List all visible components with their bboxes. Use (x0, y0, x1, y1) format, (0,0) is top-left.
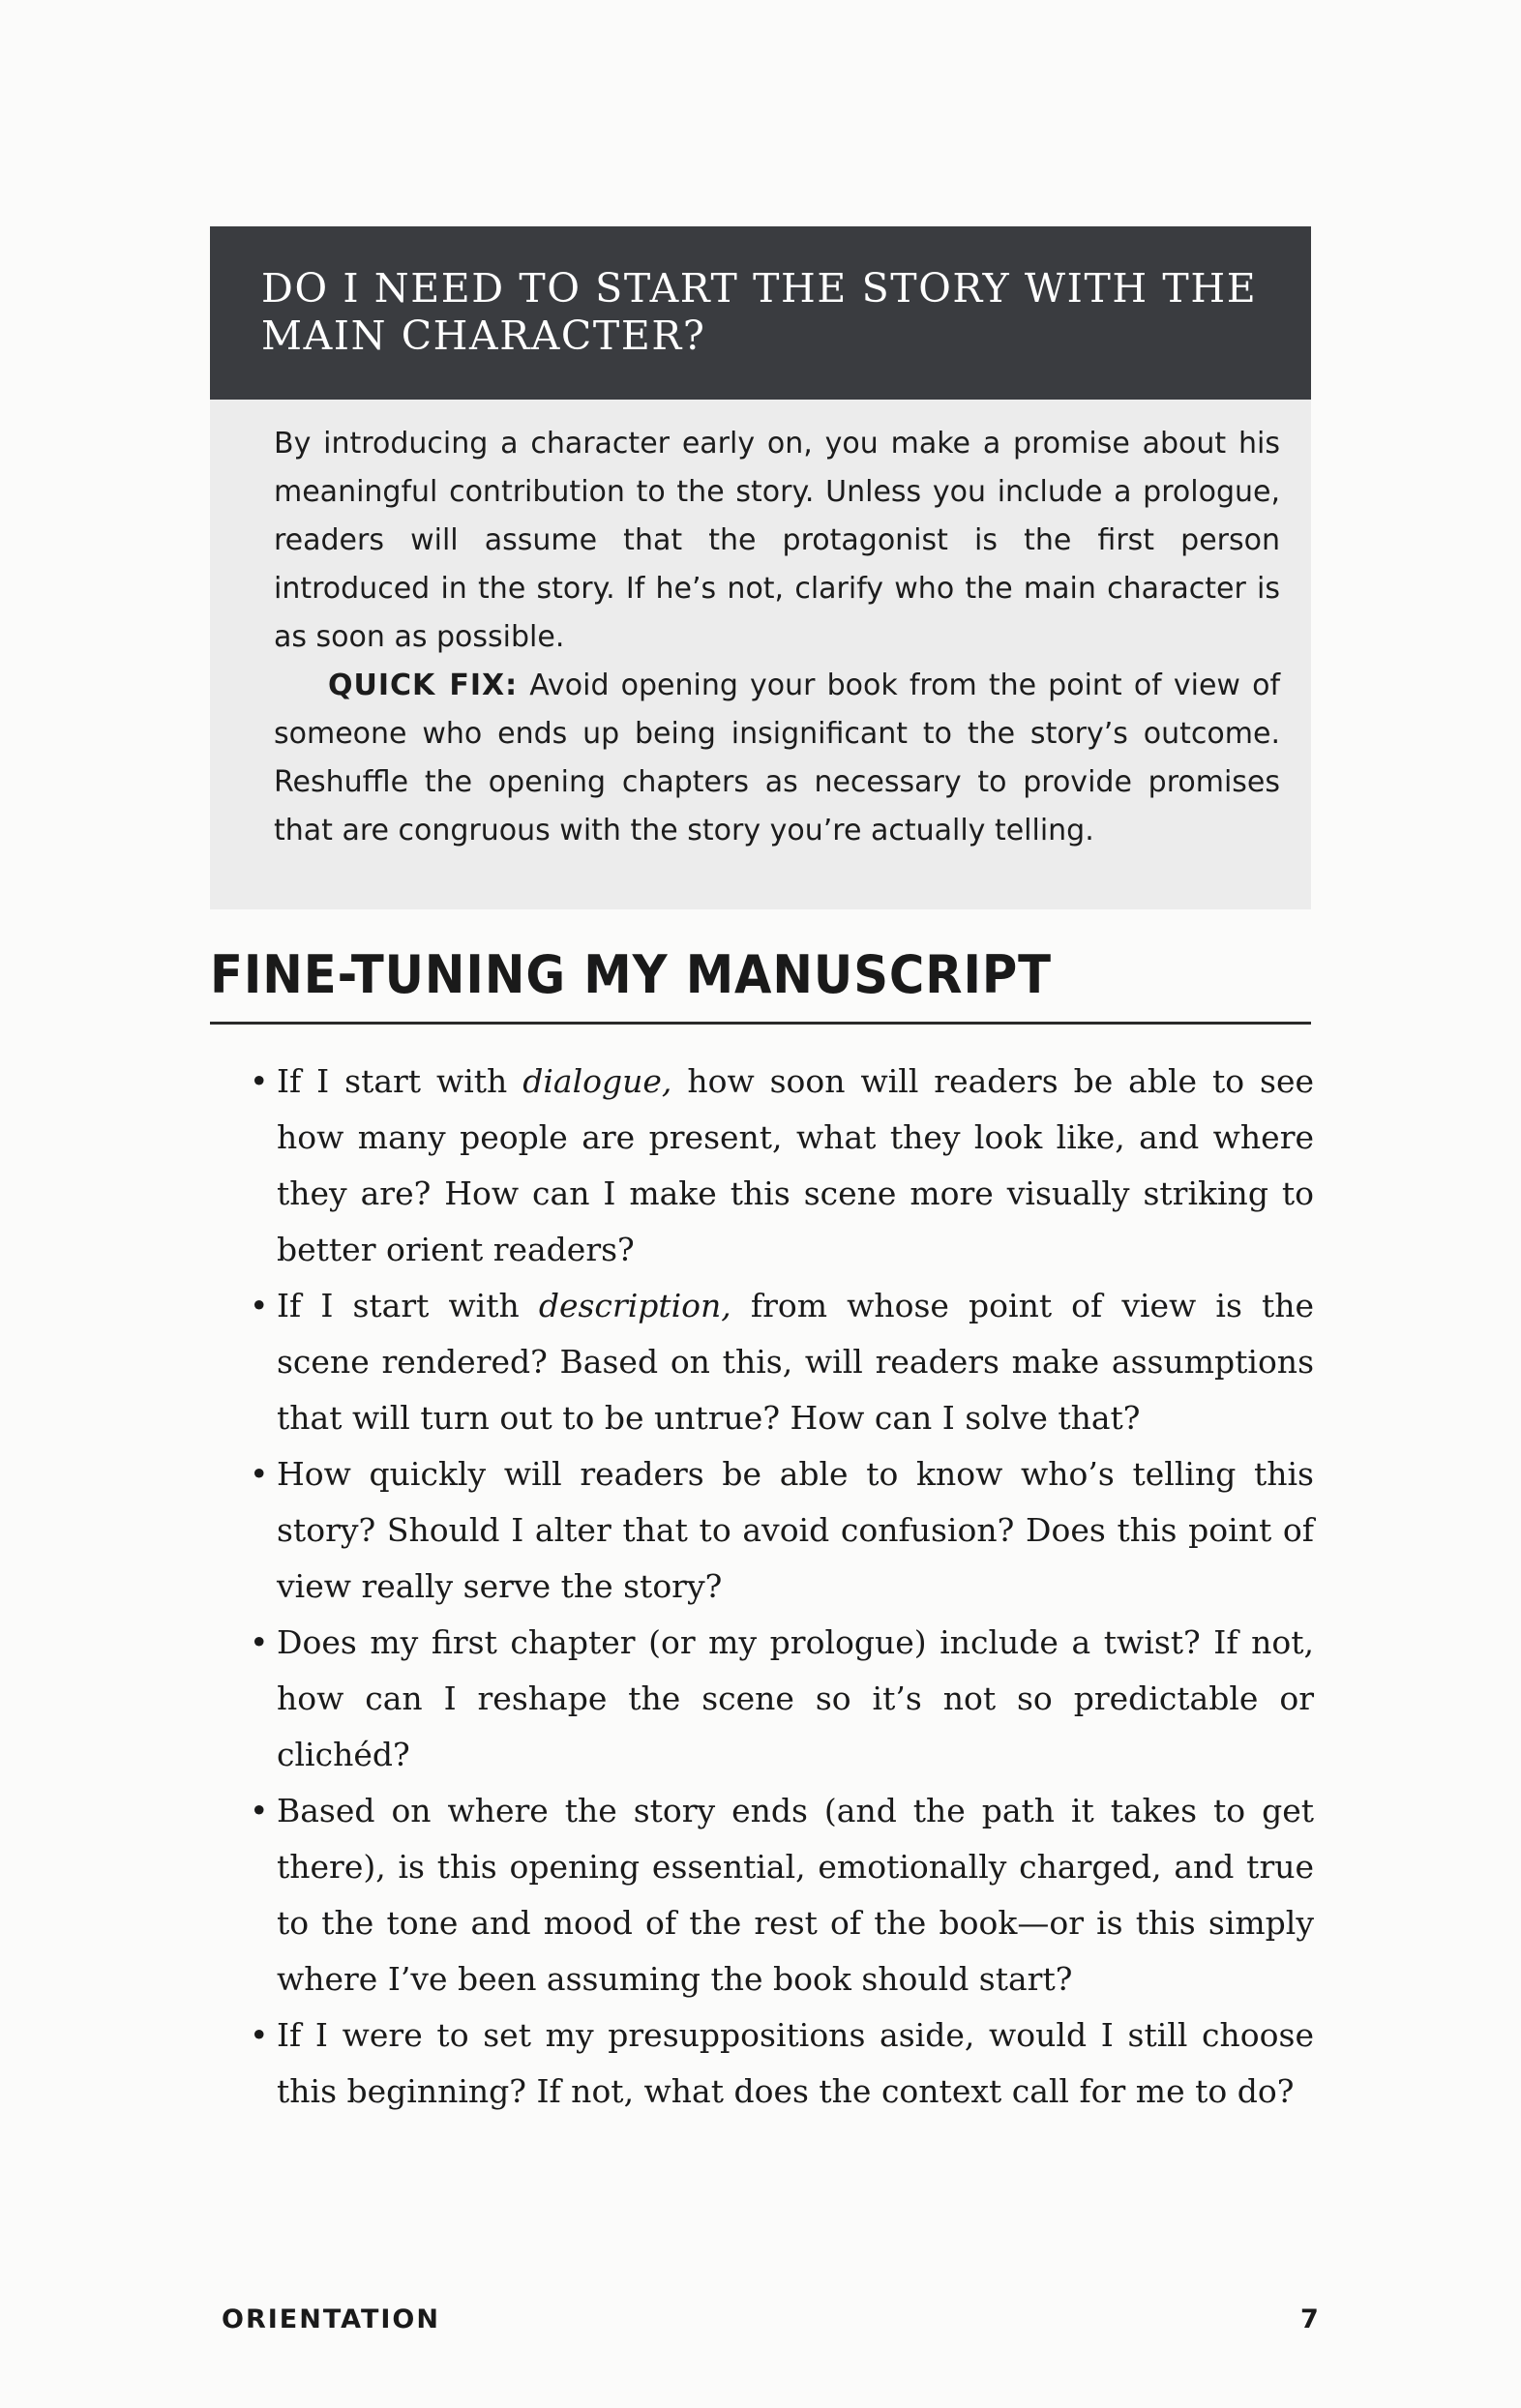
list-item-text-pre: If I were to set my presuppositions aside, would I still choose this beginning? If not, what does the context call for me to do? (277, 2016, 1314, 2110)
list-item (248, 1054, 1314, 1278)
bullet-icon: • (250, 1455, 269, 1493)
list-item-text-pre: If I start with (277, 1287, 539, 1324)
bullet-icon: • (250, 2016, 269, 2054)
quick-fix-text: Avoid opening your book from the point of view of someone who ends up being insignificant to the story’s outcome. Reshuffle the opening chapters as necessary to provide promises that are congruous with the story you’re actually telling. (274, 669, 1281, 847)
bullet-icon: • (250, 1062, 269, 1100)
list-item-text-pre: If I start with (277, 1062, 523, 1100)
list-item-text-post: how soon will readers be able to see how many people are present, what they look like, and where they are? How can I make this scene more visually striking to better orient readers? (277, 1062, 1314, 1268)
quick-fix-label: QUICK FIX: (328, 669, 519, 702)
quick-fix-paragraph (274, 662, 1280, 855)
bullet-list (248, 1054, 1314, 2120)
bullet-icon: • (250, 1623, 269, 1661)
list-item (248, 1615, 1314, 1783)
heading-rule (210, 1022, 1311, 1025)
list-item-text-post: from whose point of view is the scene rendered? Based on this, will readers make assumptions that will turn out to be untrue? How can I solve that? (277, 1287, 1315, 1437)
page-number: 7 (1300, 2304, 1319, 2334)
bullet-icon: • (250, 1287, 269, 1324)
sidebar-paragraph: By introducing a character early on, you make a promise about his meaningful contribution to the story. Unless you include a prologue, readers will assume that the protagonist is the first person introduced in the story. If he’s not, clarify who the main character is as soon as possible. (274, 427, 1280, 654)
list-item-text-pre: Does my first chapter (or my prologue) include a twist? If not, how can I reshape the scene so it’s not so predictable or clichéd? (277, 1623, 1314, 1773)
section-heading: FINE-TUNING MY MANUSCRIPT (210, 944, 1052, 1005)
sidebar-title: DO I NEED TO START THE STORY WITH THE MAIN CHARACTER? (210, 226, 1311, 400)
list-item-text-em: description, (538, 1287, 731, 1324)
list-item-text-pre: Based on where the story ends (and the path it takes to get there), is this opening essential, emotionally charged, and true to the tone and mood of the rest of the book—or is this simply where I’ve been assuming the book should start? (277, 1792, 1314, 1998)
list-item (248, 2007, 1314, 2120)
footer-section-label: ORIENTATION (222, 2304, 440, 2334)
sidebar-box (210, 226, 1311, 909)
list-item-text-pre: How quickly will readers be able to know who’s telling this story? Should I alter that to avoid confusion? Does this point of view really serve the story? (277, 1455, 1314, 1605)
sidebar-body (274, 420, 1280, 855)
list-item-text-em: dialogue, (522, 1062, 672, 1100)
list-item (248, 1278, 1314, 1446)
list-item (248, 1783, 1314, 2007)
list-item (248, 1446, 1314, 1615)
bullet-icon: • (250, 1792, 269, 1829)
